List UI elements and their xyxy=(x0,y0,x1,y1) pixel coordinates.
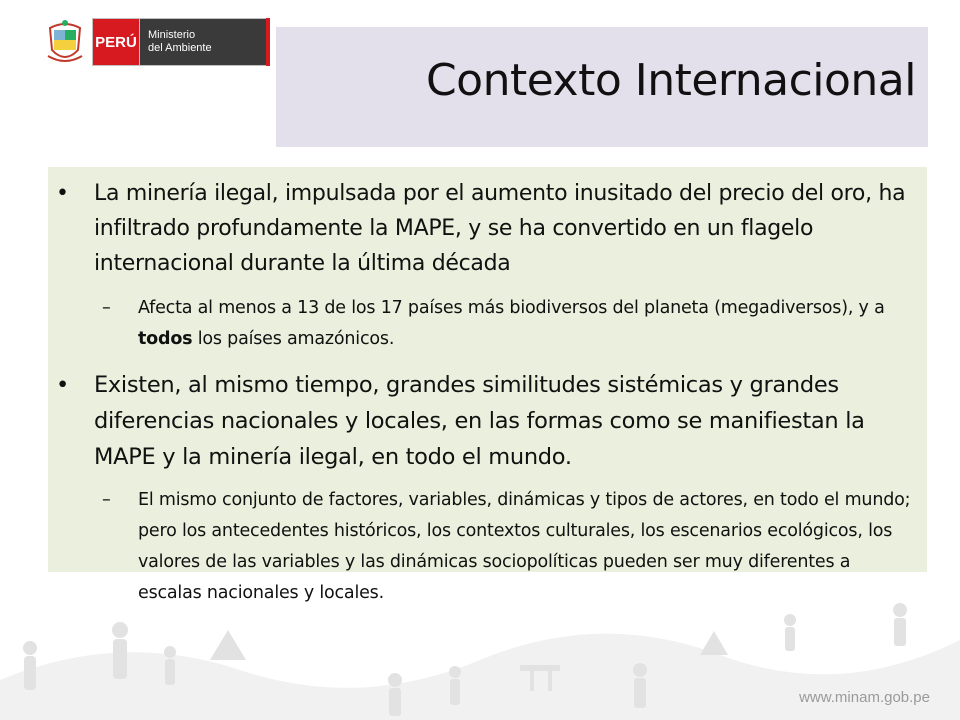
sub-bullet-text-bold: todos xyxy=(138,329,193,349)
bullet-marker: • xyxy=(56,181,69,206)
peru-coat-of-arms-icon xyxy=(44,18,86,66)
bullet-text: La minería ilegal, impulsada por el aumento inusitado del precio del oro, ha infiltrado profundamente la MAPE, y se ha convertido en un flagelo internacional durante la última década xyxy=(94,181,906,276)
bullet-marker: • xyxy=(56,372,69,398)
slide-title: Contexto Internacional xyxy=(425,55,916,106)
logo-ministry-line1: Ministerio xyxy=(148,29,196,41)
bullet-item xyxy=(56,176,916,281)
sub-bullet-item xyxy=(56,293,916,355)
sub-bullet-text-before: Afecta al menos a 13 de los 17 países más biodiversos del planeta (megadiversos), y a xyxy=(138,298,885,318)
sub-bullet-item xyxy=(56,485,916,609)
logo-ministry-line2: del Ambiente xyxy=(148,42,212,54)
bullet-text: Existen, al mismo tiempo, grandes similitudes sistémicas y grandes diferencias nacionales y locales, en las formas como se manifiestan la MAPE y la minería ilegal, en todo el mundo. xyxy=(94,372,865,470)
footer-url: www.minam.gob.pe xyxy=(799,689,930,706)
title-panel xyxy=(276,27,928,147)
bullet-item xyxy=(56,367,916,475)
logo-red-accent xyxy=(266,18,270,66)
dash-marker: – xyxy=(102,298,111,318)
logo-ministry-label xyxy=(140,18,266,66)
ministry-logo xyxy=(44,18,270,66)
logo-peru-label: PERÚ xyxy=(92,18,140,66)
sub-bullet-text: El mismo conjunto de factores, variables, dinámicas y tipos de actores, en todo el mundo; pero los antecedentes históricos, los contextos culturales, los escenarios ecológicos, los valores de las variables y las dinámicas sociopolíticas pueden ser muy diferentes a escalas nacionales y locales. xyxy=(138,490,911,603)
sub-bullet-text-after: los países amazónicos. xyxy=(192,329,395,349)
bullet-list xyxy=(56,176,916,609)
dash-marker: – xyxy=(102,490,111,510)
